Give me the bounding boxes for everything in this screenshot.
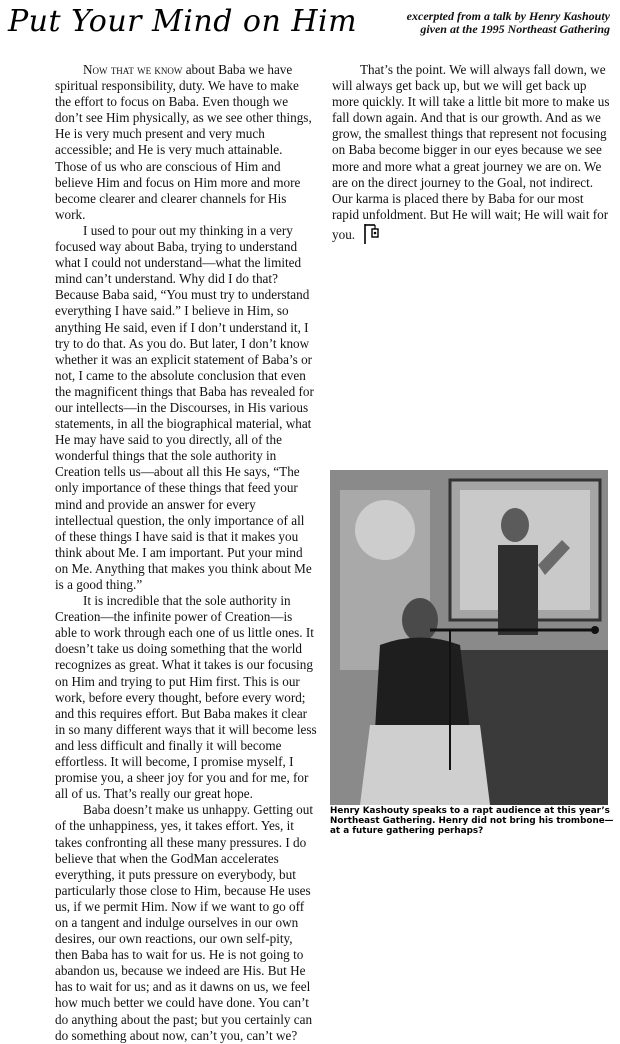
lantern-end-mark-icon: [363, 223, 379, 245]
article-title: Put Your Mind on Him: [8, 4, 358, 39]
paragraph-2: I used to pour out my thinking in a very focused way about Baba, trying to understand what I could not understand—what the limited mind can’t understand. Why did I do that? Because Baba said, “You must try to understand everything I have said.” I believe in Him, so anything He said, even if I don’t understand it, I try to do that. As you do. But later, I don’t know whether it was an explicit statement of Baba’s or not, I came to the absolute conclusion that even the magnificent things that Baba has revealed for our intellects—in the Discourses, in His various statements, in all the biographical material, what He may have said to you directly, all of the wonderful things that the sole authority in Creation tells us—about all this He says, “The only importance of these things that feed your mind and provide an answer for every intellectual question, the only importance of all of these things I have said is that it makes you think about Me. I am important. Put your mind on Me. Anything that makes you think about Me is a good thing.”: [55, 222, 314, 592]
left-column: [55, 62, 317, 1044]
paragraph-5-text: That’s the point. We will always fall down, we will always get back up, but we will get back up more quickly. It will take a little bit more to make us fall down again. And that is our growth. And as we grow, the smallest things that represent not focusing on Baba become bigger in our eyes because we see more and more what a great journey we are on. We are on the direct journey to the Goal, not indirect. Our karma is placed there by Baba for our most rapid unfoldment. But He will wait; He will wait for you.: [332, 62, 610, 242]
paragraph-5: [332, 62, 612, 245]
photo-caption: Henry Kashouty speaks to a rapt audience at this year’s Northeast Gathering. Henry did not bring his trombone—at a future gathering perhaps?: [330, 806, 614, 836]
right-column: [332, 62, 612, 245]
byline: [360, 10, 610, 36]
paragraph-1: [55, 62, 317, 223]
lead-in: Now that we know: [83, 62, 183, 77]
paragraph-4: Baba doesn’t make us unhappy. Getting out of the unhappiness, yes, it takes effort. Yes, it takes confronting all these many pressures. I do believe that when the GodMan accelerates everything, it puts pressure on everybody, but particularly those close to Him, because He uses us, if we permit Him. Now if we want to go off on a tangent and indulge ourselves in our own desires, our own reactions, our own self-pity, then Baba has to wait for us. He is not going to abandon us, because we indeed are His. But He has to wait for us; and as it dawns on us, we feel how much better we could have done. You can’t do anything about the past; but you certainly can do something about now, can’t you, can’t we?: [55, 802, 314, 1043]
photo-scene: [330, 470, 608, 805]
byline-line-2: given at the 1995 Northeast Gathering: [420, 22, 610, 36]
byline-line-1: excerpted from a talk by Henry Kashouty: [406, 9, 610, 23]
speaker-photo: [330, 470, 608, 805]
paragraph-1-text: about Baba we have spiritual responsibility, duty. We have to make the effort to focus on Baba. Even though we don’t see Him physically, as we see other things, He is very much present and very much accessible; and He is very much attainable. Those of us who are conscious of Him and believe Him and focus on Him more and more become clearer and clearer channels for His work.: [55, 62, 312, 222]
paragraph-3: It is incredible that the sole authority in Creation—the infinite power of Creation—is able to work through each one of us little ones. It doesn’t take us doing something that the world recognizes as great. What it takes is our focusing on Him and trying to put Him first. This is our work, before every thought, before every word; and this requires effort. But Baba makes it clear in so many different ways that it will become less and less difficult and finally it will become effortless. It will become, I promise myself, I promise you, a sheer joy for you and for me, for all of us. That’s really our great hope.: [55, 593, 317, 802]
